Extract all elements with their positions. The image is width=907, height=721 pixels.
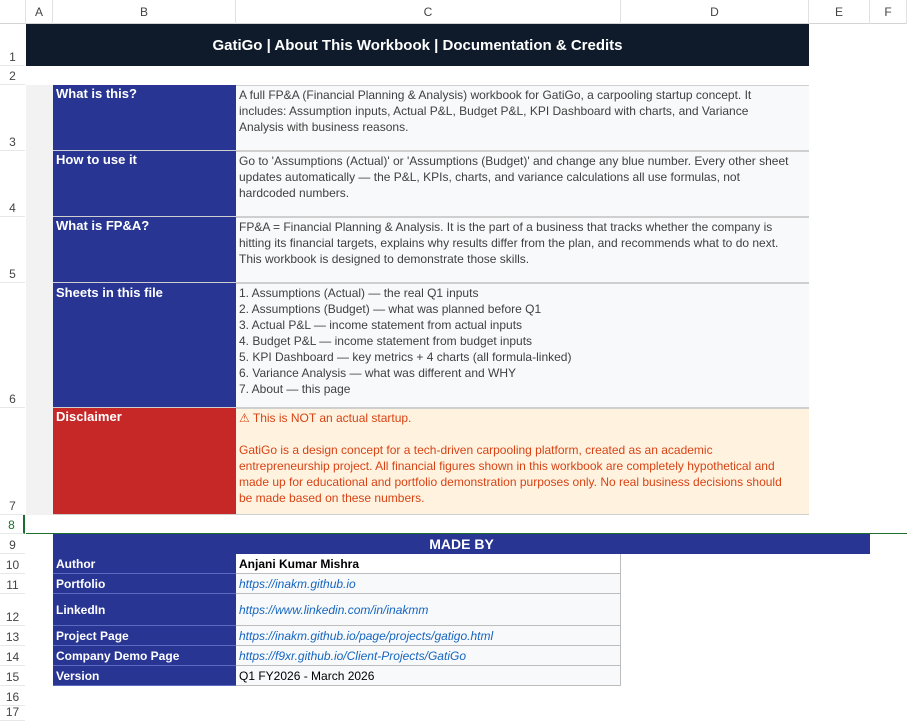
label-version[interactable]: Version xyxy=(53,666,236,686)
column-a-fill xyxy=(26,85,53,515)
disclaimer-line: entrepreneurship project. All financial figures shown in this workbook are completely hypothetical and xyxy=(239,459,775,473)
how-line: hardcoded numbers. xyxy=(239,186,350,200)
label-how-to-use[interactable]: How to use it xyxy=(53,151,236,217)
disclaimer-line: be made based on these numbers. xyxy=(239,491,425,505)
value-version[interactable]: Q1 FY2026 - March 2026 xyxy=(236,666,621,686)
sheet-list-item: 1. Assumptions (Actual) — the real Q1 inputs xyxy=(239,286,479,300)
what-line: A full FP&A (Financial Planning & Analysis) workbook for GatiGo, a carpooling startup concept. It xyxy=(239,88,752,102)
sheet-list-item: 4. Budget P&L — income statement from budget inputs xyxy=(239,334,533,348)
sheet-list-item: 3. Actual P&L — income statement from actual inputs xyxy=(239,318,523,332)
fpa-line: hitting its financial targets, explains why results differ from the plan, and recommends what to do next. xyxy=(239,236,779,250)
row-header-8[interactable]: 8 xyxy=(0,515,25,534)
row-header-17[interactable]: 17 xyxy=(0,706,25,721)
column-header-a[interactable]: A xyxy=(26,0,53,24)
made-by-heading[interactable]: MADE BY xyxy=(53,534,870,554)
row-header-6[interactable]: 6 xyxy=(0,283,25,408)
row-header-11[interactable]: 11 xyxy=(0,574,25,594)
label-company-demo[interactable]: Company Demo Page xyxy=(53,646,236,666)
column-header-f[interactable]: F xyxy=(870,0,907,24)
value-author[interactable]: Anjani Kumar Mishra xyxy=(236,554,621,574)
fpa-line: FP&A = Financial Planning & Analysis. It is the part of a business that tracks whether the company is xyxy=(239,220,773,234)
link-company-demo[interactable]: https://f9xr.github.io/Client-Projects/GatiGo xyxy=(236,646,621,666)
row-header-4[interactable]: 4 xyxy=(0,151,25,217)
select-all-corner[interactable] xyxy=(0,0,26,24)
label-project-page[interactable]: Project Page xyxy=(53,626,236,646)
page-title-banner[interactable]: GatiGo | About This Workbook | Documentation & Credits xyxy=(26,24,809,66)
column-header-e[interactable]: E xyxy=(809,0,870,24)
disclaimer-line: GatiGo is a design concept for a tech-driven carpooling platform, created as an academic xyxy=(239,443,713,457)
row-header-5[interactable]: 5 xyxy=(0,217,25,283)
row-header-16[interactable]: 16 xyxy=(0,686,25,706)
what-line: includes: Assumption inputs, Actual P&L, Budget P&L, KPI Dashboard with charts, and Variance xyxy=(239,104,749,118)
sheet-list-item: 5. KPI Dashboard — key metrics + 4 charts (all formula-linked) xyxy=(239,350,572,364)
value-disclaimer[interactable] xyxy=(236,408,809,515)
disclaimer-warning: ⚠ This is NOT an actual startup. xyxy=(239,411,412,425)
label-portfolio[interactable]: Portfolio xyxy=(53,574,236,594)
label-author[interactable]: Author xyxy=(53,554,236,574)
sheet-list-item: 2. Assumptions (Budget) — what was planned before Q1 xyxy=(239,302,542,316)
row-header-10[interactable]: 10 xyxy=(0,554,25,574)
disclaimer-line: made up for educational and portfolio demonstration purposes only. No real business decisions should xyxy=(239,475,782,489)
fpa-line: This workbook is designed to demonstrate those skills. xyxy=(239,252,530,266)
row-header-14[interactable]: 14 xyxy=(0,646,25,666)
sheet-list-item: 6. Variance Analysis — what was different and WHY xyxy=(239,366,517,380)
value-what-is-this[interactable] xyxy=(236,85,809,151)
label-what-is-this[interactable]: What is this? xyxy=(53,85,236,151)
row-header-9[interactable]: 9 xyxy=(0,534,25,554)
row-header-2[interactable]: 2 xyxy=(0,66,25,85)
link-portfolio[interactable]: https://inakm.github.io xyxy=(236,574,621,594)
label-what-is-fpa[interactable]: What is FP&A? xyxy=(53,217,236,283)
column-header-bar xyxy=(0,0,907,24)
how-line: updates automatically — the P&L, KPIs, charts, and variance calculations all use formulas, not xyxy=(239,170,740,184)
row-header-12[interactable]: 12 xyxy=(0,594,25,626)
row-header-7[interactable]: 7 xyxy=(0,408,25,515)
how-line: Go to 'Assumptions (Actual)' or 'Assumptions (Budget)' and change any blue number. Every other sheet xyxy=(239,154,789,168)
column-header-b[interactable]: B xyxy=(53,0,236,24)
label-sheets[interactable]: Sheets in this file xyxy=(53,283,236,408)
column-header-d[interactable]: D xyxy=(621,0,809,24)
disclaimer-line xyxy=(239,426,806,442)
value-how-to-use[interactable] xyxy=(236,151,809,217)
row-header-15[interactable]: 15 xyxy=(0,666,25,686)
row-header-13[interactable]: 13 xyxy=(0,626,25,646)
label-disclaimer[interactable]: Disclaimer xyxy=(53,408,236,515)
row-header-1[interactable]: 1 xyxy=(0,24,25,66)
column-header-c[interactable]: C xyxy=(236,0,621,24)
link-linkedin[interactable]: https://www.linkedin.com/in/inakmm xyxy=(236,594,621,626)
what-line: Analysis with business reasons. xyxy=(239,120,409,134)
value-what-is-fpa[interactable] xyxy=(236,217,809,283)
sheet-list-item: 7. About — this page xyxy=(239,382,351,396)
row-header-3[interactable]: 3 xyxy=(0,85,25,151)
link-project-page[interactable]: https://inakm.github.io/page/projects/gatigo.html xyxy=(236,626,621,646)
label-linkedin[interactable]: LinkedIn xyxy=(53,594,236,626)
value-sheets[interactable] xyxy=(236,283,809,408)
